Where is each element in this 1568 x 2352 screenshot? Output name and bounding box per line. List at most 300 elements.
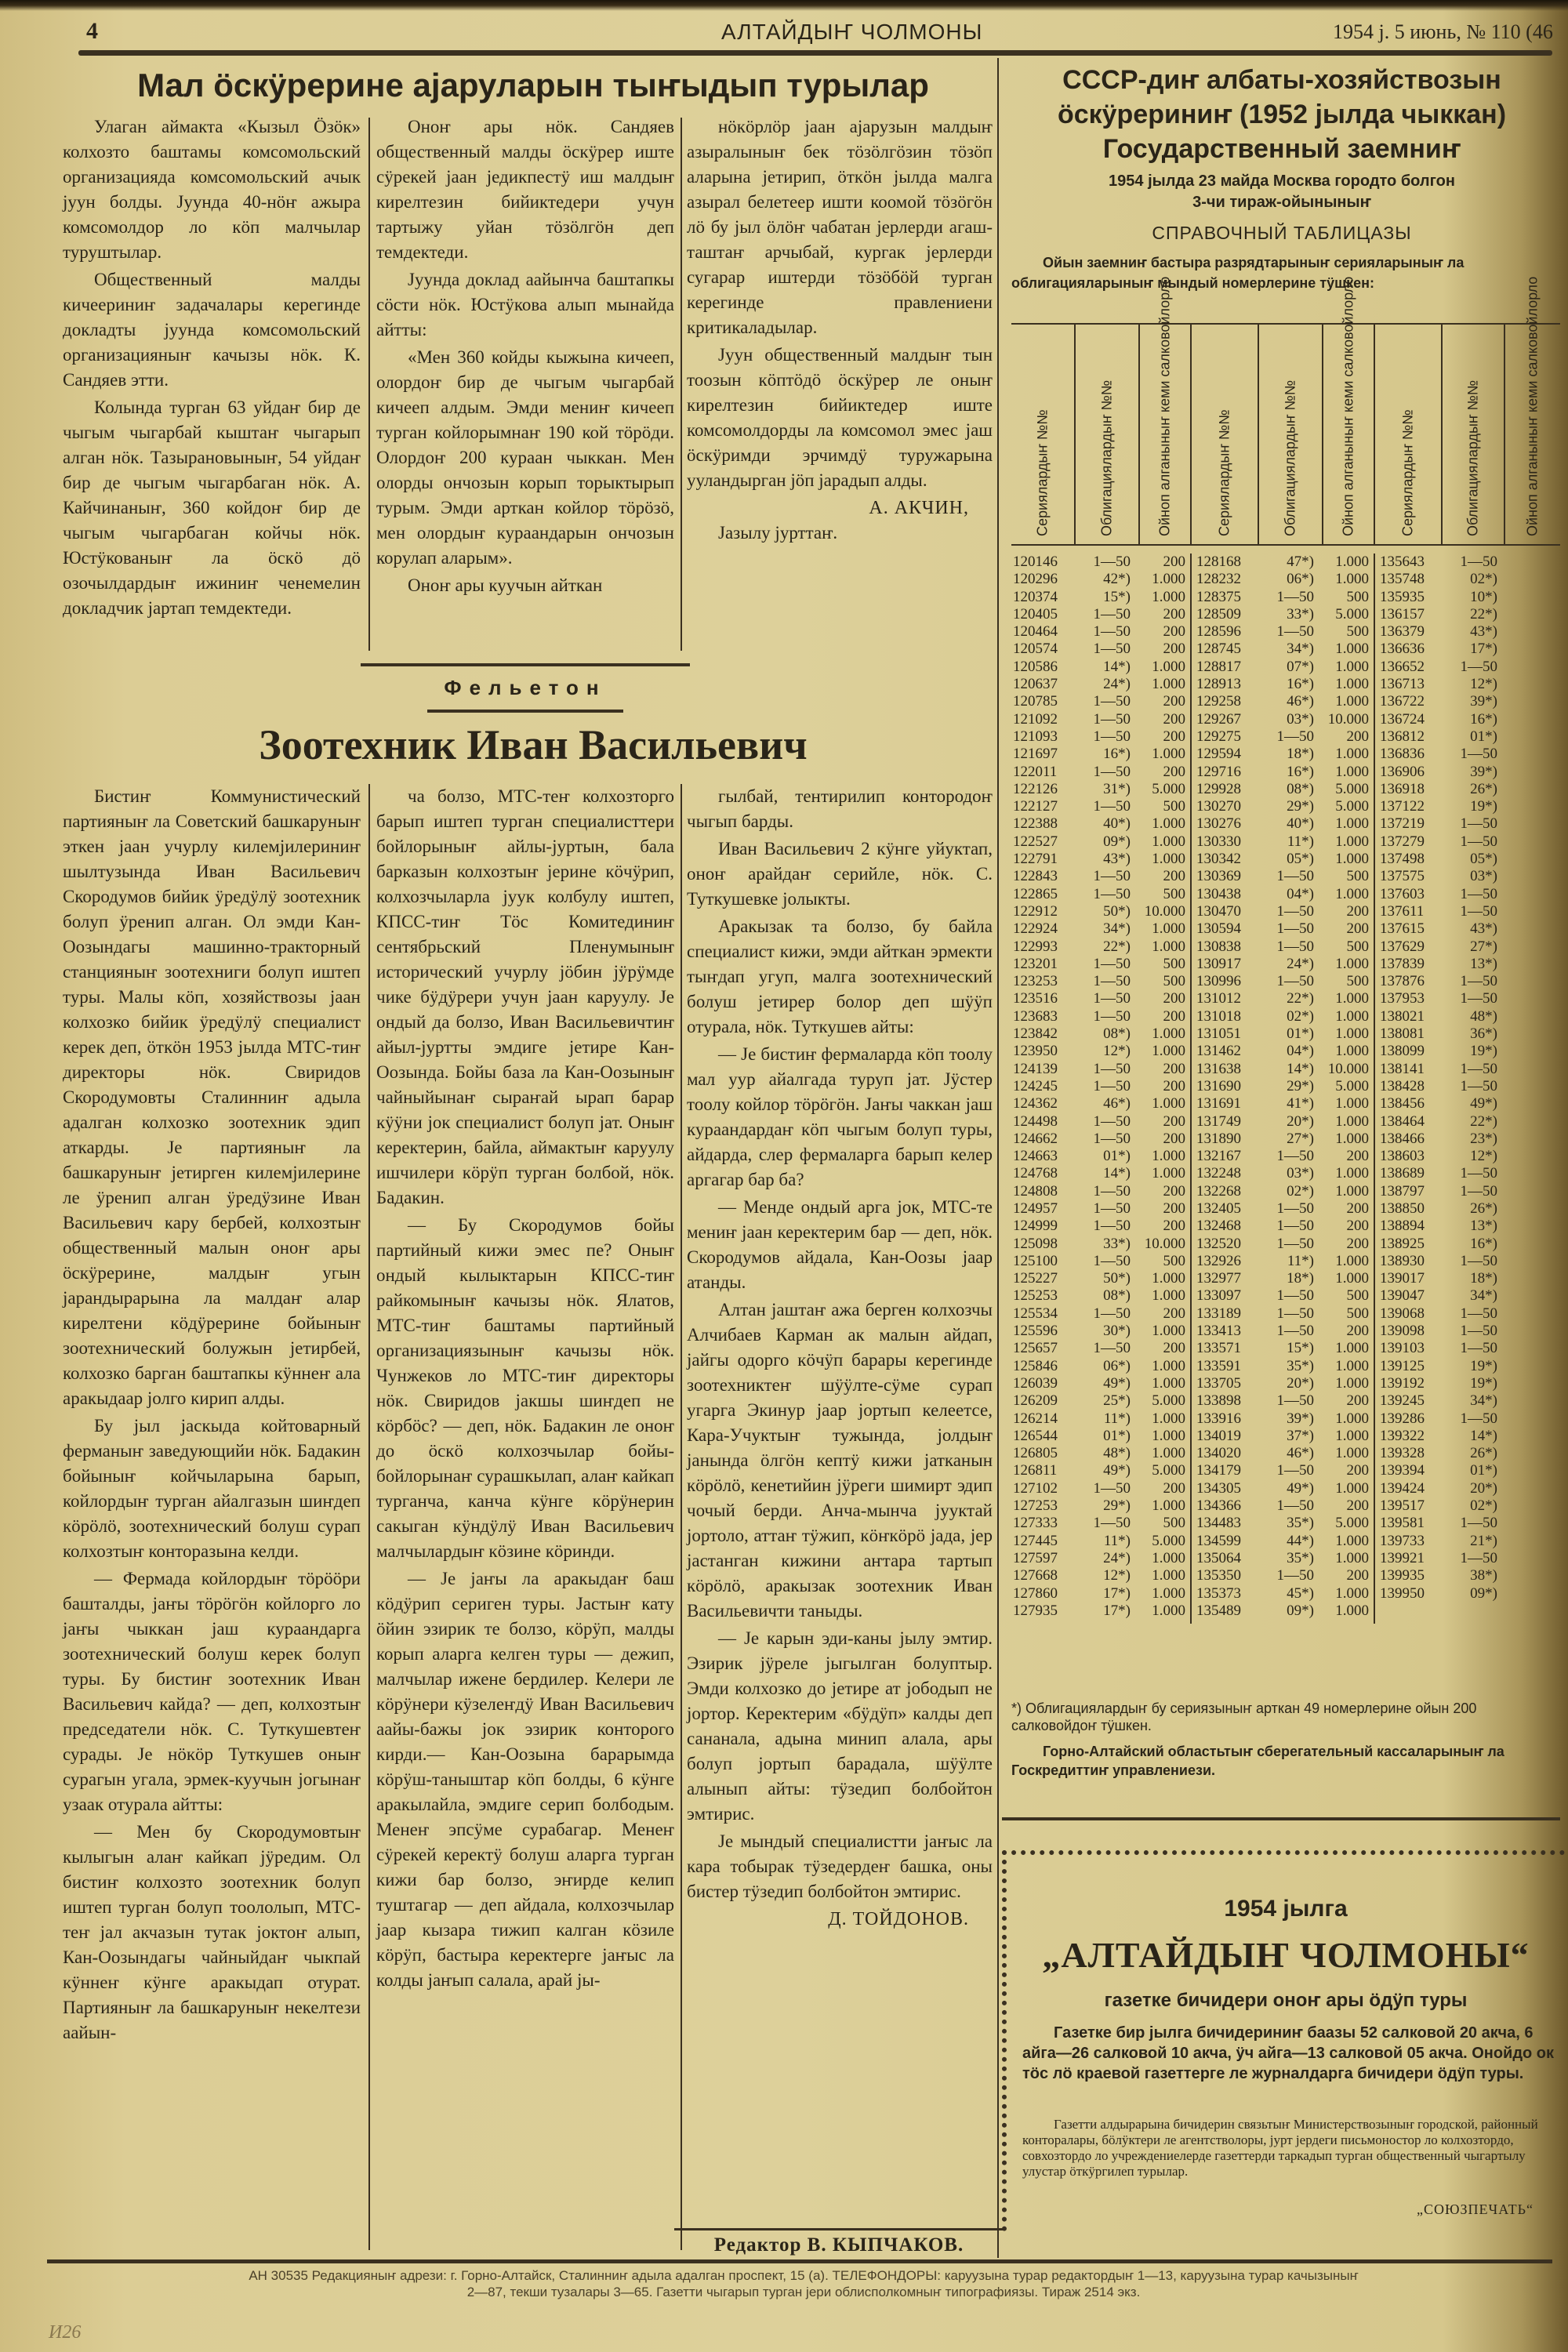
- win-amount: 1.000: [1335, 1479, 1369, 1497]
- win-amount: 1.000: [1152, 746, 1185, 763]
- obligation-number: 37*): [1287, 1427, 1314, 1444]
- loan-headline-line: Государственный заемниҥ: [1102, 134, 1461, 164]
- series-number: 138099: [1380, 1043, 1425, 1060]
- obligation-number: 43*): [1470, 623, 1497, 641]
- win-amount: 5.000: [1335, 780, 1369, 797]
- win-amount: 5.000: [1152, 1392, 1185, 1410]
- win-amount: 500: [1346, 1287, 1369, 1305]
- obligation-number: 39*): [1470, 763, 1497, 780]
- obligation-number: 1—50: [1093, 1252, 1131, 1269]
- series-number: 139322: [1380, 1427, 1425, 1444]
- obligation-number: 1—50: [1093, 973, 1131, 990]
- obligation-number: 1—50: [1093, 728, 1131, 745]
- series-number: 123253: [1013, 973, 1058, 990]
- series-number: 133189: [1196, 1305, 1241, 1322]
- obligation-number: 1—50: [1276, 728, 1314, 745]
- obligation-number: 36*): [1470, 1025, 1497, 1043]
- win-amount: 200: [1163, 1112, 1185, 1130]
- obligation-number: 17*): [1103, 1584, 1131, 1602]
- obligation-number: 14*): [1103, 658, 1131, 675]
- series-number: 132926: [1196, 1252, 1241, 1269]
- obligation-number: 19*): [1470, 1374, 1497, 1392]
- win-amount: 200: [1346, 1392, 1369, 1410]
- series-number: 138850: [1380, 1200, 1425, 1217]
- series-number: 137279: [1380, 833, 1425, 850]
- win-amount: 1.000: [1335, 571, 1369, 588]
- obligation-number: 1—50: [1093, 641, 1131, 658]
- obligation-number: 1—50: [1093, 623, 1131, 641]
- obligation-number: 1—50: [1276, 1218, 1314, 1235]
- feuilleton-author: Д. ТОЙДОНОВ.: [828, 1909, 969, 1929]
- win-amount: 1.000: [1152, 1567, 1185, 1584]
- obligation-number: 1—50: [1093, 554, 1131, 570]
- series-number: 131012: [1196, 990, 1241, 1007]
- series-number: 136906: [1380, 763, 1425, 780]
- ad-newspaper-name: „АЛТАЙДЫҤ ЧОЛМОНЫ“: [1042, 1935, 1530, 1975]
- win-amount: 1.000: [1152, 1427, 1185, 1444]
- paragraph: — Мен бу Скородумовтыҥ кылыгын алаҥ кайкап јӱредим. Ол бистиҥ колхозто зоотехник болуп иштеп турган болуп тоололып, МТС-теҥ јал акчазын тутак јоктоҥ алып, Кан-Оозындагы чайныйдаҥ чыкпай кӱннеҥ кӱнге аракыдап отурат. Партияныҥ ла башкаруныҥ некелтези аайын-: [63, 1822, 361, 2042]
- series-number: 139047: [1380, 1287, 1425, 1305]
- obligation-number: 21*): [1470, 1532, 1497, 1549]
- obligation-number: 1—50: [1093, 885, 1131, 902]
- series-number: 131890: [1196, 1130, 1241, 1147]
- loan-headline-line: ӧскӱрериниҥ (1952 јылда чыккан): [1057, 100, 1507, 129]
- obligation-number: 1—50: [1093, 763, 1131, 780]
- series-number: 127668: [1013, 1567, 1058, 1584]
- paragraph: — Менде ондый арга јок, МТС-те мениҥ јаан керектерим бар — деп, нӧк. Скородумов айдала, Кан-Оозы јаар атанды.: [687, 1197, 993, 1292]
- obligation-number: 09*): [1103, 833, 1131, 850]
- win-amount: 200: [1346, 1235, 1369, 1252]
- win-amount: 200: [1346, 1323, 1369, 1340]
- obligation-number: 1—50: [1460, 902, 1497, 920]
- win-amount: 1.000: [1152, 1410, 1185, 1427]
- obligation-number: 29*): [1103, 1497, 1131, 1515]
- series-number: 125100: [1013, 1252, 1058, 1269]
- series-number: 127445: [1013, 1532, 1058, 1549]
- series-number: 120405: [1013, 605, 1058, 622]
- obligation-number: 30*): [1103, 1323, 1131, 1340]
- series-number: 124768: [1013, 1165, 1058, 1182]
- paragraph: Јуун общественный малдыҥ тын тоозын кӧптӧдӧ ӧскӱрер ле оныҥ кирелтезин бийиктедер иште комсомолдорды ла комсомол эмес јаш ӧскӱримди эрчимдӱ туружарына ууландырган јӧп јарадып алды.: [687, 345, 993, 490]
- series-number: 134599: [1196, 1532, 1241, 1549]
- win-amount: 1.000: [1335, 1410, 1369, 1427]
- series-number: 128913: [1196, 676, 1241, 693]
- series-number: 123842: [1013, 1025, 1058, 1043]
- obligation-number: 04*): [1287, 885, 1314, 902]
- win-amount: 1.000: [1335, 1270, 1369, 1287]
- win-amount: 200: [1163, 990, 1185, 1007]
- win-amount: 500: [1346, 973, 1369, 990]
- obligation-number: 33*): [1103, 1235, 1131, 1252]
- series-number: 137219: [1380, 815, 1425, 833]
- article-column-1: [63, 114, 361, 623]
- obligation-number: 19*): [1470, 1357, 1497, 1374]
- win-amount: 5.000: [1152, 1462, 1185, 1479]
- obligation-number: 02*): [1287, 1007, 1314, 1025]
- win-amount: 10.000: [1144, 1235, 1185, 1252]
- feuilleton-column-2: [376, 784, 674, 1995]
- series-number: 130996: [1196, 973, 1241, 990]
- win-amount: 1.000: [1152, 588, 1185, 605]
- article-column-2: [376, 114, 674, 601]
- win-amount: 1.000: [1335, 1549, 1369, 1566]
- series-number: 122388: [1013, 815, 1058, 833]
- obligation-number: 11*): [1103, 1410, 1131, 1427]
- series-number: 136157: [1380, 605, 1425, 622]
- obligation-number: 06*): [1287, 571, 1314, 588]
- obligation-number: 17*): [1103, 1602, 1131, 1619]
- obligation-number: 1—50: [1093, 1007, 1131, 1025]
- series-number: 131638: [1196, 1060, 1241, 1077]
- series-number: 134305: [1196, 1479, 1241, 1497]
- win-amount: 200: [1163, 1340, 1185, 1357]
- win-amount: 1.000: [1152, 938, 1185, 955]
- obligation-number: 43*): [1470, 920, 1497, 938]
- column-divider: [681, 784, 682, 2250]
- archive-mark: И26: [49, 2322, 82, 2343]
- win-amount: 1.000: [1335, 1112, 1369, 1130]
- obligation-number: 13*): [1470, 955, 1497, 972]
- series-number: 138930: [1380, 1252, 1425, 1269]
- obligation-number: 19*): [1470, 798, 1497, 815]
- series-number: 139394: [1380, 1462, 1425, 1479]
- paragraph: Общественный малды кичеериниҥ задачалары керегинде докладты јуунда комсомольский организацияныҥ качызы нӧк. К. Сандяев этти.: [63, 270, 361, 390]
- win-amount: 200: [1346, 1567, 1369, 1584]
- obligation-number: 10*): [1470, 588, 1497, 605]
- series-number: 128375: [1196, 588, 1241, 605]
- paragraph: — Је јаҥы ла аракыдаҥ баш кӧдӱрип сериген туры. Јастыҥ кату ӧйин эзирик те болзо, кӧрӱп, малды корып аларга келген туры — дежип, малчылар ижене бердилер. Келери ле кӧрӱнери кӱзелеҥдӱ Иван Васильевич аайы-бажы јок эзирик конторого кирди.— Кан-Оозына барарымда кӧрӱш-таныштар кӧп болды, 6 кӱнге аракылайла, эмдиге серип болбодым. Менеҥ эпсӱме сурабагар. Менеҥ сӱрекей керектӱ болуш аларга турган кижи бар болзо, эҥирде келип туштагар — деп айдала, колхозчылар јаар кызара тижип калган кӧзиле кӧрӱп, бастыра керектерге јаҥыс ла колды јаҥып салала, арай јы-: [376, 1569, 674, 1990]
- win-amount: 500: [1346, 1305, 1369, 1322]
- series-number: 133705: [1196, 1374, 1241, 1392]
- series-number: 139098: [1380, 1323, 1425, 1340]
- obligation-number: 22*): [1470, 1112, 1497, 1130]
- win-amount: 200: [1346, 1218, 1369, 1235]
- series-number: 125846: [1013, 1357, 1058, 1374]
- series-number: 135935: [1380, 588, 1425, 605]
- obligation-number: 1—50: [1460, 554, 1497, 570]
- win-amount: 1.000: [1152, 1148, 1185, 1165]
- obligation-number: 1—50: [1093, 693, 1131, 710]
- series-number: 139017: [1380, 1270, 1425, 1287]
- paragraph: Аракызак та болзо, бу байла специалист кижи, эмди айткан эрмекти тыҥдап угуп, малга зоотехнический болуш јетирер болор деп шӱӱп отурала, нӧк. Туткушев айты:: [687, 916, 993, 1036]
- feuilleton-column-3: [687, 784, 993, 1932]
- series-number: 128509: [1196, 605, 1241, 622]
- series-number: 126544: [1013, 1427, 1058, 1444]
- series-number: 137498: [1380, 851, 1425, 868]
- series-number: 139733: [1380, 1532, 1425, 1549]
- obligation-number: 22*): [1103, 938, 1131, 955]
- series-number: 129258: [1196, 693, 1241, 710]
- series-number: 120146: [1013, 554, 1058, 570]
- article-headline: Мал ӧскӱрерине ајаруларын тыҥыдып турылар: [137, 67, 929, 103]
- series-number: 126039: [1013, 1374, 1058, 1392]
- win-amount: 5.000: [1335, 1515, 1369, 1532]
- series-number: 120464: [1013, 623, 1058, 641]
- header-series: Сериялардыҥ №№: [1011, 325, 1076, 544]
- win-amount: 1.000: [1335, 851, 1369, 868]
- series-number: 139921: [1380, 1549, 1425, 1566]
- win-amount: 5.000: [1152, 780, 1185, 797]
- series-number: 123950: [1013, 1043, 1058, 1060]
- obligation-number: 1—50: [1460, 746, 1497, 763]
- paragraph: Је мындый специалистти јаҥыс ла кара тобырак тӱзедердеҥ башка, оны бистер тӱзедип болбойтон эмтирис.: [687, 1831, 993, 1901]
- obligation-number: 09*): [1287, 1602, 1314, 1619]
- series-number: 122127: [1013, 798, 1058, 815]
- series-number: 122527: [1013, 833, 1058, 850]
- obligation-number: 12*): [1103, 1043, 1131, 1060]
- win-amount: 1.000: [1152, 1584, 1185, 1602]
- series-number: 133898: [1196, 1392, 1241, 1410]
- editor-rule: [674, 2228, 1004, 2230]
- obligation-number: 24*): [1287, 955, 1314, 972]
- obligation-number: 1—50: [1276, 920, 1314, 938]
- win-amount: 500: [1163, 885, 1185, 902]
- win-amount: 200: [1163, 693, 1185, 710]
- loan-headline-line: СССР-диҥ албаты-хозяйствозын: [1062, 65, 1501, 95]
- obligation-number: 08*): [1103, 1287, 1131, 1305]
- series-number: 120574: [1013, 641, 1058, 658]
- loan-intro: Ойын заемниҥ бастыра разрядтарыныҥ серияларыныҥ ла облигацияларыныҥ мындый номерлерине тӱшкен:: [1011, 255, 1465, 291]
- win-amount: 200: [1163, 605, 1185, 622]
- obligation-number: 50*): [1103, 1270, 1131, 1287]
- obligation-number: 1—50: [1276, 938, 1314, 955]
- win-amount: 1.000: [1335, 885, 1369, 902]
- series-number: 130594: [1196, 920, 1241, 938]
- series-number: 133413: [1196, 1323, 1241, 1340]
- obligation-number: 02*): [1470, 1497, 1497, 1515]
- obligation-number: 03*): [1287, 710, 1314, 728]
- obligation-number: 1—50: [1460, 1060, 1497, 1077]
- obligation-number: 19*): [1470, 1043, 1497, 1060]
- series-number: 135643: [1380, 554, 1425, 570]
- series-number: 136918: [1380, 780, 1425, 797]
- series-number: 131051: [1196, 1025, 1241, 1043]
- obligation-number: 1—50: [1093, 1112, 1131, 1130]
- series-number: 130369: [1196, 868, 1241, 885]
- win-amount: 1.000: [1335, 815, 1369, 833]
- series-number: 130276: [1196, 815, 1241, 833]
- rubric-underline: [427, 710, 623, 713]
- obligation-number: 48*): [1470, 1007, 1497, 1025]
- obligation-number: 02*): [1470, 571, 1497, 588]
- feuilleton-headline: Зоотехник Иван Васильевич: [259, 721, 808, 768]
- obligation-number: 34*): [1470, 1392, 1497, 1410]
- obligation-number: 1—50: [1460, 833, 1497, 850]
- series-number: 127253: [1013, 1497, 1058, 1515]
- header-obligations: Облигациялардыҥ №№: [1076, 325, 1140, 544]
- series-number: 126209: [1013, 1392, 1058, 1410]
- series-number: 139581: [1380, 1515, 1425, 1532]
- win-amount: 200: [1346, 1462, 1369, 1479]
- win-amount: 200: [1163, 554, 1185, 570]
- obligation-number: 1—50: [1460, 815, 1497, 833]
- series-number: 122843: [1013, 868, 1058, 885]
- ad-note: Газетти алдырарына бичидерин связьтыҥ Министерствозыныҥ городской, районный конторалары, бӧлӱктери ле агентстволоры, јурт јердеги письмоностор ло колхозтордо, совхозтордо ло учреждениелерде газеттерди таркадып турган общественный чыгартылу улустар ӧткӱргилеп турылар.: [1022, 2117, 1538, 2179]
- win-amount: 1.000: [1152, 851, 1185, 868]
- win-amount: 1.000: [1335, 554, 1369, 570]
- obligation-number: 49*): [1103, 1462, 1131, 1479]
- imprint-line: 2—87, текши тузалары 3—65. Газетти чыгарып турган јери облисполкомныҥ типографиязы. Тираж 2514 экз.: [466, 2285, 1141, 2299]
- series-number: 125227: [1013, 1270, 1058, 1287]
- win-amount: 1.000: [1152, 1602, 1185, 1619]
- series-number: 138603: [1380, 1148, 1425, 1165]
- win-amount: 1.000: [1152, 571, 1185, 588]
- series-number: 124808: [1013, 1182, 1058, 1200]
- obligation-number: 26*): [1470, 1200, 1497, 1217]
- series-number: 139517: [1380, 1497, 1425, 1515]
- obligation-number: 1—50: [1093, 605, 1131, 622]
- paragraph: — Је бистиҥ фермаларда кӧп тоолу мал уур айалгада туруп јат. Јӱстер тоолу койлор тӧрӧгӧн. Јаҥы чаккан јаш кураандардаҥ кӧп чыгым болуп туры, айдарда, слер фермаларга барып келер аргагар бар ба?: [687, 1044, 993, 1189]
- paragraph: нӧкӧрлӧр јаан ајарузын малдыҥ азыралыныҥ бек тӧзӧлгӧзин тӧзӧп аларына јетирип, ӧткӧн јылда малга азырал белетеер ишти коомой тӧзӧгӧн лӧ бу јыл ӧлӧҥ чабатан јерлерди агаш-таштаҥ арчыбай, кургак јерлерди сугарар иштерди тӧзӧбӧй турган керегинде правлениени критикаладылар.: [687, 117, 993, 337]
- win-amount: 500: [1163, 798, 1185, 815]
- series-number: 138464: [1380, 1112, 1425, 1130]
- series-number: 132268: [1196, 1182, 1241, 1200]
- paragraph: ча болзо, МТС-теҥ колхозторго барып иштеп турган специалисттери бойлорыныҥ айлы-јуртын, бала барказын колхозтыҥ јерине кӧчӱрип, колхозчыларла јуук колбулу иштеп, КПСС-тиҥ Тӧс Комитединиҥ сентябрьский Пленумыныҥ исторический учурлу јӧбин јӱрӱмде чике бӱдӱрери учун јаан каруулу. Је ондый да болзо, Иван Васильевичтиҥ айыл-јуртты эмдиге јетире Кан-Оозында. Бойы база ла Кан-Оозыныҥ чайныйынаҥ сыраҥай ырап барар кӱӱни јок специалист болуп јат. Оныҥ керектерин, байла, аймактыҥ каруулу ишчилери кӧрӱп турган болбой, нӧк. Бадакин.: [376, 786, 674, 1207]
- series-number: 133916: [1196, 1410, 1241, 1427]
- series-number: 138689: [1380, 1165, 1425, 1182]
- obligation-number: 06*): [1103, 1357, 1131, 1374]
- article-column-3: [687, 114, 993, 546]
- obligation-number: 1—50: [1276, 1567, 1314, 1584]
- obligation-number: 47*): [1287, 554, 1314, 570]
- win-amount: 500: [1346, 588, 1369, 605]
- win-amount: 1.000: [1335, 1374, 1369, 1392]
- obligation-number: 49*): [1103, 1374, 1131, 1392]
- series-number: 138456: [1380, 1095, 1425, 1112]
- series-number: 121092: [1013, 710, 1058, 728]
- obligation-number: 15*): [1103, 588, 1131, 605]
- series-number: 139950: [1380, 1584, 1425, 1602]
- series-number: 136652: [1380, 658, 1425, 675]
- series-number: 126214: [1013, 1410, 1058, 1427]
- series-number: 122924: [1013, 920, 1058, 938]
- obligation-number: 44*): [1287, 1532, 1314, 1549]
- series-number: 139192: [1380, 1374, 1425, 1392]
- series-number: 135350: [1196, 1567, 1241, 1584]
- obligation-number: 1—50: [1276, 868, 1314, 885]
- win-amount: 1.000: [1152, 1374, 1185, 1392]
- series-number: 137629: [1380, 938, 1425, 955]
- series-number: 134020: [1196, 1445, 1241, 1462]
- win-amount: 1.000: [1335, 641, 1369, 658]
- obligation-number: 1—50: [1276, 1235, 1314, 1252]
- win-amount: 500: [1163, 1252, 1185, 1269]
- obligation-number: 1—50: [1093, 798, 1131, 815]
- series-number: 129275: [1196, 728, 1241, 745]
- series-number: 138925: [1380, 1235, 1425, 1252]
- series-number: 122912: [1013, 902, 1058, 920]
- obligation-number: 1—50: [1093, 1218, 1131, 1235]
- win-amount: 1.000: [1152, 1445, 1185, 1462]
- series-number: 134366: [1196, 1497, 1241, 1515]
- obligation-number: 46*): [1103, 1095, 1131, 1112]
- obligation-number: 1—50: [1093, 1200, 1131, 1217]
- series-number: 139328: [1380, 1445, 1425, 1462]
- reference-table-title: СПРАВОЧНЫЙ ТАБЛИЦАЗЫ: [1152, 223, 1412, 243]
- win-amount: 1.000: [1335, 1427, 1369, 1444]
- obligation-number: 20*): [1287, 1374, 1314, 1392]
- obligation-number: 14*): [1287, 1060, 1314, 1077]
- win-amount: 5.000: [1152, 1532, 1185, 1549]
- obligation-number: 23*): [1470, 1130, 1497, 1147]
- obligation-number: 1—50: [1276, 623, 1314, 641]
- series-number: 132405: [1196, 1200, 1241, 1217]
- obligation-number: 1—50: [1093, 1130, 1131, 1147]
- obligation-number: 35*): [1287, 1357, 1314, 1374]
- header-obligations: Облигациялардыҥ №№: [1259, 325, 1323, 544]
- series-number: 136379: [1380, 623, 1425, 641]
- obligation-number: 39*): [1287, 1410, 1314, 1427]
- issue-date: 1954 ј. 5 июнь, № 110 (46: [1333, 20, 1553, 43]
- series-number: 137575: [1380, 868, 1425, 885]
- win-amount: 1.000: [1152, 658, 1185, 675]
- obligation-number: 1—50: [1093, 1340, 1131, 1357]
- win-amount: 200: [1163, 1077, 1185, 1094]
- series-number: 127597: [1013, 1549, 1058, 1566]
- series-number: 129716: [1196, 763, 1241, 780]
- series-number: 125657: [1013, 1340, 1058, 1357]
- obligation-number: 1—50: [1460, 885, 1497, 902]
- obligation-number: 26*): [1470, 780, 1497, 797]
- win-amount: 1.000: [1335, 658, 1369, 675]
- series-number: 122791: [1013, 851, 1058, 868]
- win-amount: 500: [1163, 973, 1185, 990]
- series-number: 131018: [1196, 1007, 1241, 1025]
- win-amount: 1.000: [1335, 1165, 1369, 1182]
- obligation-number: 1—50: [1460, 1549, 1497, 1566]
- obligation-number: 29*): [1287, 1077, 1314, 1094]
- obligation-number: 1—50: [1276, 1497, 1314, 1515]
- series-number: 129594: [1196, 746, 1241, 763]
- header-obligations: Облигациялардыҥ №№: [1443, 325, 1505, 544]
- paper-name: АЛТАЙДЫҤ ЧОЛМОНЫ: [721, 20, 983, 44]
- table-issuer: Горно-Алтайский областьтыҥ сберегательный кассаларыныҥ ла Госкредиттиҥ управлениези.: [1011, 1744, 1504, 1778]
- scan-edge-shadow: [0, 0, 1568, 11]
- win-amount: 200: [1346, 1200, 1369, 1217]
- series-number: 137615: [1380, 920, 1425, 938]
- win-amount: 1.000: [1152, 920, 1185, 938]
- win-amount: 200: [1163, 623, 1185, 641]
- obligation-number: 12*): [1470, 1148, 1497, 1165]
- series-number: 137122: [1380, 798, 1425, 815]
- win-amount: 200: [1163, 710, 1185, 728]
- obligation-number: 03*): [1470, 868, 1497, 885]
- series-number: 130438: [1196, 885, 1241, 902]
- series-number: 134019: [1196, 1427, 1241, 1444]
- series-number: 135373: [1196, 1584, 1241, 1602]
- obligation-number: 11*): [1287, 1252, 1314, 1269]
- paragraph: гылбай, тентирилип контородоҥ чыгып барды.: [687, 786, 993, 831]
- section-divider: [997, 58, 999, 2258]
- ad-year: 1954 јылга: [1224, 1896, 1348, 1922]
- win-amount: 1.000: [1335, 955, 1369, 972]
- series-number: 125098: [1013, 1235, 1058, 1252]
- series-number: 137876: [1380, 973, 1425, 990]
- obligation-number: 1—50: [1460, 1077, 1497, 1094]
- series-number: 124957: [1013, 1200, 1058, 1217]
- win-amount: 200: [1163, 1060, 1185, 1077]
- obligation-number: 1—50: [1093, 955, 1131, 972]
- win-amount: 1.000: [1335, 1043, 1369, 1060]
- obligation-number: 08*): [1287, 780, 1314, 797]
- ad-agency: „СОЮЗПЕЧАТЬ“: [1417, 2201, 1534, 2217]
- win-amount: 1.000: [1152, 1357, 1185, 1374]
- obligation-number: 1—50: [1460, 1323, 1497, 1340]
- obligation-number: 1—50: [1093, 868, 1131, 885]
- obligation-number: 1—50: [1460, 658, 1497, 675]
- series-number: 133097: [1196, 1287, 1241, 1305]
- series-number: 121697: [1013, 746, 1058, 763]
